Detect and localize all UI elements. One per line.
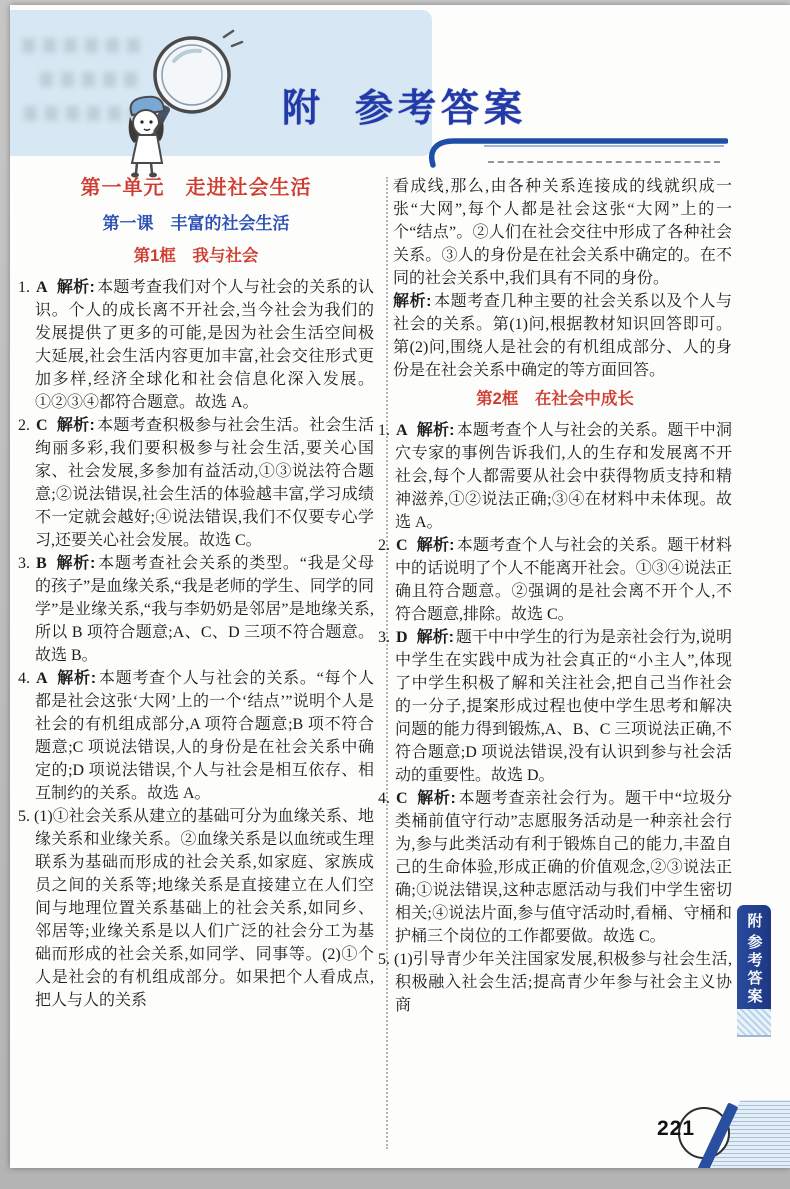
answer-letter: B bbox=[36, 555, 47, 572]
analysis-label: 解析: bbox=[416, 790, 456, 807]
analysis-label: 解析: bbox=[55, 555, 96, 572]
answer-letter: C bbox=[36, 417, 48, 434]
title-underline-swoosh bbox=[424, 135, 728, 169]
girl-with-magnifying-glass-mascot bbox=[108, 27, 250, 179]
chapter-side-tab bbox=[737, 905, 771, 1009]
lesson-heading: 第一课 丰富的社会生活 bbox=[102, 214, 290, 233]
answer-text: 本题考查积极参与社会生活。社会生活绚丽多彩,我们要积极参与社会生活,要关心国家、社会发展,多参加有益活动,①③说法符合题意;②说法错误,社会生活的体验越丰富,学习成绩不一定就会越好;④说法错误,我们不仅要专心学习,还要关心社会发展。故选 C。 bbox=[35, 417, 374, 549]
answer-number: 2. bbox=[18, 417, 30, 434]
side-tab-hatch-decoration bbox=[737, 1009, 771, 1037]
answer-letter: A bbox=[396, 422, 408, 439]
answer-item bbox=[378, 787, 732, 948]
analysis-label: 解析: bbox=[56, 279, 95, 296]
page-number: 221 bbox=[656, 1117, 696, 1140]
motion-marks-icon bbox=[224, 31, 242, 46]
analysis-paragraph bbox=[393, 290, 732, 382]
answer-letter: C bbox=[396, 790, 408, 807]
title-main: 参考答案 bbox=[355, 88, 528, 130]
unit-heading: 第一单元 走进社会生活 bbox=[80, 177, 312, 199]
answer-text: 题干中中学生的行为是亲社会行为,说明中学生在实践中成为社会真正的“小主人”,体现了中学生积极了解和关注社会,把自己当作社会的一分子,提案形成过程也使中学生思考和解决问题的能力得到锻炼,A、B、C 三项说法正确,不符合题意;D 项说法错误,没有认识到参与社会活动的重要性。故选 D。 bbox=[395, 629, 732, 784]
analysis-label: 解析: bbox=[416, 537, 455, 554]
girl-figure bbox=[129, 97, 164, 178]
answer-number: 2. bbox=[378, 537, 390, 554]
analysis-label: 解析: bbox=[56, 670, 97, 687]
answer-number: 3. bbox=[378, 629, 390, 646]
answer-number: 5. bbox=[18, 808, 30, 825]
answer-text: (1)①社会关系从建立的基础可分为血缘关系、地缘关系和业缘关系。②血缘关系是以血统或生理联系为基础而形成的社会关系,如家庭、家族成员之间的关系等;地缘关系是直接建立在人们空间与地理位置关系基础上的社会关系,如同乡、邻居等;业缘关系是以人们广泛的社会分工为基础而形成的社会关系,如同学、同事等。(2)①个人是社会的有机组成部分。如果把个人看成点,把人与人的关系 bbox=[34, 808, 374, 1009]
dashed-divider bbox=[488, 161, 720, 163]
answer-item bbox=[18, 414, 374, 552]
answer-item bbox=[378, 534, 732, 626]
answer-item bbox=[18, 276, 374, 414]
magnifying-glass-icon bbox=[154, 38, 229, 126]
answer-item bbox=[18, 667, 374, 805]
analysis-text: 本题考查几种主要的社会关系以及个人与社会的关系。第(1)问,根据教材知识回答即可。第(2)问,围绕人是社会的有机组成部分、人的身份是在社会关系中确定的等方面回答。 bbox=[393, 293, 732, 379]
analysis-label: 解析: bbox=[416, 629, 454, 646]
analysis-label: 解析: bbox=[56, 417, 95, 434]
page bbox=[10, 5, 790, 1168]
answer-letter: A bbox=[36, 670, 48, 687]
side-tab-label: 参考答案 bbox=[745, 934, 763, 1006]
continuation-paragraph: 看成线,那么,由各种关系连接成的线就织成一张“大网”,每个人都是社会这张“大网”上的一个“结点”。②人们在社会交往中形成了各种社会关系。③人的身份是在社会关系中确定的。在不同的社会关系中,我们具有不同的身份。 bbox=[393, 178, 732, 287]
page-title bbox=[282, 77, 527, 132]
answer-text: 本题考查亲社会行为。题干中“垃圾分类桶前值守行动”志愿服务活动是一种亲社会行为,参与此类活动有利于锻炼自己的能力,丰盈自己的生命体验,形成正确的价值观念,②③说法正确;①说法错误,这种志愿活动与我们中学生密切相关;④说法片面,参与值守活动时,看桶、守桶和护桶三个岗位的工作都要做。故选 C。 bbox=[395, 790, 732, 945]
answer-text: 本题考查社会关系的类型。“我是父母的孩子”是血缘关系,“我是老师的学生、同学的同学”是业缘关系,“我与李奶奶是邻居”是地缘关系,所以 B 项符合题意;A、C、D 三项不符合题意。故选 B。 bbox=[35, 555, 374, 664]
right-column bbox=[378, 175, 732, 1160]
answer-number: 1. bbox=[378, 422, 390, 439]
frame-heading: 第2框 在社会中成长 bbox=[476, 390, 634, 408]
answer-item bbox=[18, 552, 374, 667]
answer-number: 3. bbox=[18, 555, 30, 572]
frame-heading: 第1框 我与社会 bbox=[133, 247, 259, 265]
answer-text: (1)引导青少年关注国家发展,积极参与社会生活,积极融入社会生活;提高青少年参与社会主义协商 bbox=[394, 951, 732, 1014]
answer-letter: D bbox=[396, 629, 408, 646]
left-column bbox=[18, 175, 374, 1160]
answer-item bbox=[378, 419, 732, 534]
title-prefix: 附 bbox=[282, 88, 326, 130]
answer-text: 本题考查个人与社会的关系。“每个人都是社会这张‘大网’上的一个‘结点’”说明个人是社会的有机组成部分,A 项符合题意;B 项不符合题意;C 项说法错误,人的身份是在社会关系中确定的;D 项说法错误,个人与社会是相互依存、相互制约的关系。故选 A。 bbox=[35, 670, 374, 802]
answer-text: 本题考查个人与社会的关系。题干中洞穴专家的事例告诉我们,人的生存和发展离不开社会,每个人都需要从社会中获得物质支持和精神滋养,①②说法正确;③④在材料中未体现。故选 A。 bbox=[395, 422, 732, 531]
answer-number: 1. bbox=[18, 279, 30, 296]
answer-item bbox=[378, 626, 732, 787]
answer-item bbox=[378, 948, 732, 1017]
answer-number: 4. bbox=[378, 790, 390, 807]
answer-text: 本题考查个人与社会的关系。题干材料中的话说明了个人不能离开社会。①③④说法正确且符合题意。②强调的是社会离不开个人,不符合题意,排除。故选 C。 bbox=[395, 537, 732, 623]
side-tab-prefix: 附 bbox=[745, 913, 763, 928]
analysis-label: 解析: bbox=[416, 422, 455, 439]
answer-number: 4. bbox=[18, 670, 30, 687]
answer-letter: C bbox=[396, 537, 408, 554]
answer-number: 5. bbox=[378, 951, 390, 968]
analysis-label: 解析: bbox=[393, 293, 432, 310]
answer-item bbox=[18, 805, 374, 1012]
answer-letter: A bbox=[36, 279, 48, 296]
answer-text: 本题考查我们对个人与社会的关系的认识。个人的成长离不开社会,当今社会为我们的发展提供了更多的可能,是因为社会生活空间极大延展,社会生活内容更加丰富,社会交往形式更加多样,经济全球化和社会信息化深入发展。①②③④都符合题意。故选 A。 bbox=[35, 279, 374, 411]
